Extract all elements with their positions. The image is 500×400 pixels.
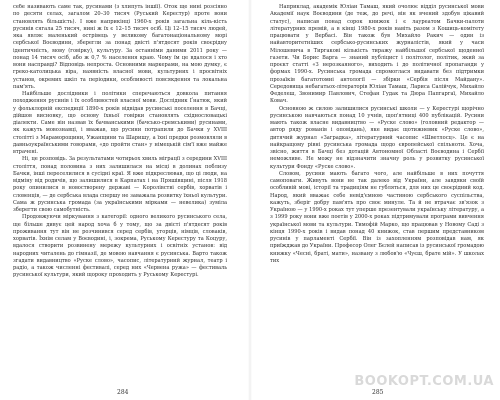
left-paragraph-4: Продовжуючи міркування з категорії: одного великого русинського села, ще більше дивує цей народ хоча б у тому, що за двісті п'ятдесят років проживання тут він не розчинився серед сербів, угорців, німців, словаків, хорватів. Їхнім селам у Воєводині, і, зокрема, Руському Керестуру та Коцуру, вдалося створити розвинену мережу культурних і освітніх установ: від народних читалень до гімназії, де мовою навчання є русинська. Варто також згадати видавництво «Руске слово», часопис, літературний журнал, театр і радіо, а також численні фестивалі, серед них «Червена ружа» — фестиваль русинської культури, який щороку проходить у Руському Керестурі.: [13, 214, 227, 279]
left-paragraph-2: Найбільше дослідники і політики сперечаються довкола питання походження русинів і їх особливостей власної мови. Дослідник Ґнатюк, який у фольклорній експедиції 1890-х років відвідав русинські поселення в Бачці, дійшов висновку, що основу їхньої говірки становлять східнословацькі діалекти. Саме він назвав їх бачванськими (бачсько-сремськими) русинами, як кажуть мовознавці, і вважав, що русини потрапили до Бачки у XVIII столітті з Мараморощини, Ужанщини та Шаришу, а їхні предки розмовляли в давньоукраїнськими говорами, «до пройти стан» у німецькій сім'ї вже майже втрачені.: [13, 91, 227, 155]
left-paragraph-1: себе називають саме так, русинами (з хлипуть іншії). Оток ще нині розсіяно по десяти селах, загалом 20–30 тисяч (Руський Керестур) проте вони становлять більшість). І вже наприкінці 1960-х років загальна кіль-кість русинів сягала 25 тисяч, нині ж їх є 12–15 тисяч осіб. Ці 12–15 тисяч людей, яка являє маленький острівець у великому багатонаціональному морі сербської Воєводини, зберегли за понад двісті п'ятдесят років своєрідну ідентичність, мову (говірку), культуру. За останніми даними 2011 року — понад 14 тисяч осіб, або ж 0,7 % населення краю. Чому їм це вдалося і хто вони насправді? Відповідь непроста. Основними маркерами, на мою думку, є греко-католицька віра, наявність власної мови, культурних і просвітніх установ, окремих шкіл та періодики, особливості повсякдення та локальна пам'ять.: [13, 4, 227, 90]
left-page: [13, 4, 227, 390]
left-paragraph-3: Ні, це розповідь. За результатами чотирьох хвиль міграції з середини XVIII століття, понад половина з них залишилася на місці в долинах поблизу Бачки, інші переселилися в сусідні краї. Я вже підкреслював, що ці люди, на відміну від родичів, що залишилися в Карпатах і на Пряшівщині, після 1918 року опинилися в новостворену державі — Королівстві сербів, хорватів і словенців, — де сербська влада спершу не заважала розвитку їхньої культури. Сама ж русинська громада (за українськими мірками — невелика) зуміла зберегти свою самобутність.: [13, 156, 227, 213]
book-gutter: [248, 0, 252, 400]
page-number-right: 285: [372, 389, 384, 396]
right-paragraph-2: Основною ж силою залишилися русинські школи — у Керестурі щорічно русинською навчаються понад 10 учнів, щоп'ятниці 400 публікацій. Русини мають також власне видавництво — «Руске слово» (головний редактор — автор ряду романів і оповідань), яке видає щотижневик «Руске слово», дитячий журнал «Заградка», літературний часопис «Шветлосц». Це є на найкращому рівні русинська громада щодо європейської спільноти. Хоча, звісно, життя в Бачці без дотацій Автономної Області Воєводина і Сербії неможливе. Не можу не відзначити значну роль у розвитку русинської культури Фонду «Руске слово».: [270, 105, 484, 170]
right-paragraph-1: Наприклад, академік Юліан Тамаш, який очолює відділ русинської мови Академії наук Воєводини (де теж, до речі, він як вчений здобув цікавий статус), написав понад сорок книжок і є лауреатом Бачки-палоти літературних премій, а в кінці 1980-х років навіть разом з Кошиць-комітету працювати у Вербасі. Він також був Михайло Ракич — один із найавторитетніших сербсько-русинських журналістів, який у часи Мілошевича в Тиргакові кількість тиражу найбільшої сербської щоденної газети. Чи Борис Варга — знаний публіцист і політолог, політик, який за проєкт статті «З нерозкаяного», виходить і до політичної пропаганди у формах 1990-х. Русинська громада спромоглася видавати без підтримки прозаїків багатотомні антології — збірки «Сербія після Майдану». Середовища небагатьох-літераторів Юліан Тамаш, Лариса Салійчук, Михайло Феделеш, Звонимир Павлович, Стефан Гудак та Дюра Папгаргаї, Михайло Ковач.: [270, 4, 484, 105]
page-number-left: 284: [117, 389, 129, 396]
right-paragraph-3: Словом, русини мають багато чого, але найбільше в них почуття самоповаги. Живуть вони не так далеко від України, але завдяки своїй особливій мові, історії та традиціям не губляться, для них це своєрідний код. Народ, який вважає себе невід'ємною частиною сербського суспільства, кажуть, зберіг добру пам'ять про своє минуле. Та й не втрачає зв'язок з Україною — у 1990-х роках тут уперше презентували українську літературу, а з 1999 року вони вже поетів у 2000-х роках підтримували програми вивчення української мови та культури. Тимофій Марко, що працював у Новому Саді з кінця 1990-х років і видав понад 40 книжок, став першим представником русинів у парламенті Сербії. Він із захопленням розповідав нам, як приїжджав до України. Професор Олег Бєлей написав із русинської громадою книжку «Чесні, браті, мати», названу з любов'ю «Чуєш, брате мій». У школах тих: [270, 170, 484, 264]
watermark: BOOKOPT.COM.UA: [354, 374, 494, 389]
right-page: [270, 4, 484, 390]
